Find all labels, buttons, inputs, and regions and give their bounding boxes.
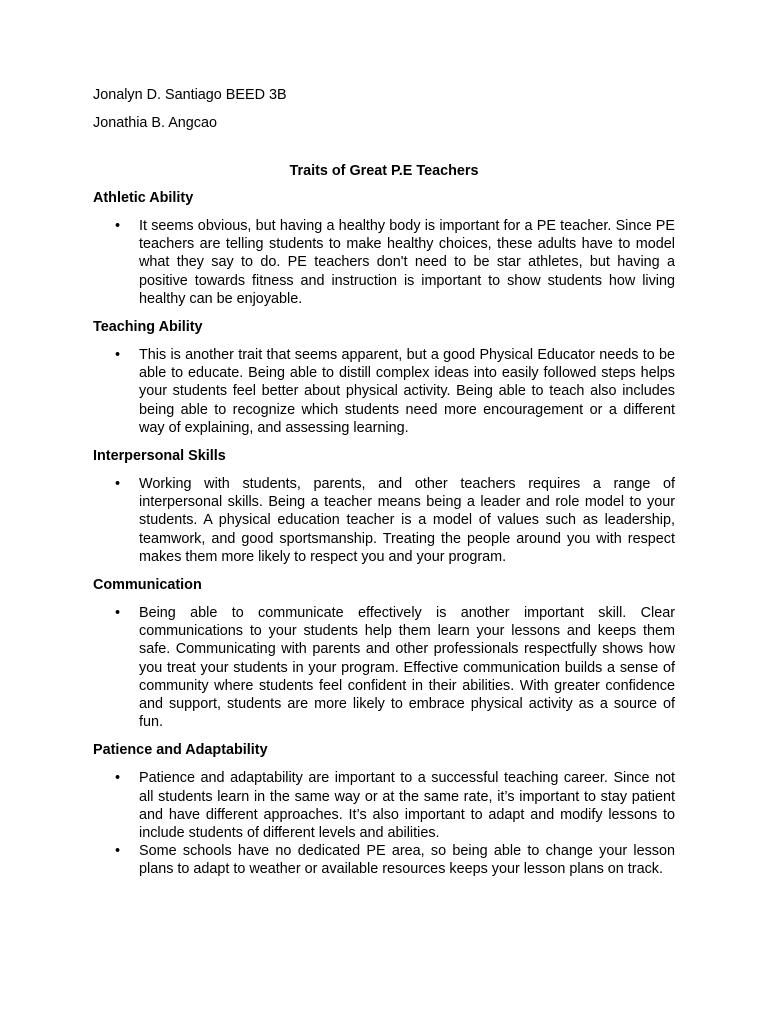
bullet-text: This is another trait that seems apparent, but a good Physical Educator needs to be able to educate. Being able to distill complex ideas into easily followed steps helps your students feel better about physical activity. Being able to teach also includes being able to recognize which students need more encouragement or a different way of explaining, and assessing learning. [139,347,675,436]
section-heading: Athletic Ability [93,190,194,206]
bullet-list [93,346,675,437]
section-heading: Communication [93,577,202,594]
bullet-icon: • [115,605,121,622]
bullet-item [93,604,675,731]
section-heading: Interpersonal Skills [93,448,226,465]
sections-container [93,189,675,879]
section-spacer [93,308,675,318]
bullet-item [93,475,675,566]
bullet-text: Working with students, parents, and other teachers requires a range of interpersonal skills. Being a teacher means being a leader and role model to your students. A physical education teacher is a model of values such as leadership, teamwork, and good sportsmanship. Treating the people around you with respect makes them more likely to respect you and your program. [139,476,675,565]
bullet-icon: • [115,347,121,364]
bullet-list [93,475,675,566]
section-spacer [93,566,675,576]
section [93,576,675,741]
bullet-text: It seems obvious, but having a healthy body is important for a PE teacher. Since PE teachers are telling students to make healthy choices, these adults have to model what they say to do. PE teachers don't need to be star athletes, but having a positive towards fitness and instruction is important to show students how living healthy can be enjoyable. [139,218,675,307]
section-heading: Patience and Adaptability [93,742,268,759]
author-line: Jonalyn D. Santiago BEED 3B [93,87,287,103]
bullet-item [93,346,675,437]
section [93,189,675,318]
document-page [93,86,675,879]
author-line: Jonathia B. Angcao [93,115,218,131]
section-heading: Teaching Ability [93,319,203,336]
section-spacer [93,731,675,741]
bullet-list [93,604,675,731]
document-title: Traits of Great P.E Teachers [289,163,479,179]
bullet-icon: • [115,843,121,860]
bullet-text: Being able to communicate effectively is another important skill. Clear communications to your students help them learn your lessons and keeps them safe. Communicating with parents and other professionals respectfully shows how you treat your students in your program. Effective communication builds a sense of community where students feel confident in their abilities. With greater confidence and support, students are more likely to embrace physical activity as a source of fun. [139,605,675,731]
bullet-list [93,217,675,308]
bullet-icon: • [115,476,121,493]
section [93,447,675,576]
bullet-item [93,769,675,842]
section-spacer [93,437,675,447]
section [93,741,675,878]
bullet-text: Patience and adaptability are important to a successful teaching career. Since not all students learn in the same way or at the same rate, it’s important to stay patient and have different approaches. It’s also important to adapt and modify lessons to include students of different levels and abilities. [139,770,675,842]
bullet-icon: • [115,770,121,787]
section [93,318,675,447]
bullet-icon: • [115,218,121,234]
bullet-item [93,217,675,308]
bullet-list [93,769,675,878]
bullet-text: Some schools have no dedicated PE area, so being able to change your lesson plans to adapt to weather or available resources keeps your lesson plans on track. [139,843,675,878]
bullet-item [93,842,675,878]
